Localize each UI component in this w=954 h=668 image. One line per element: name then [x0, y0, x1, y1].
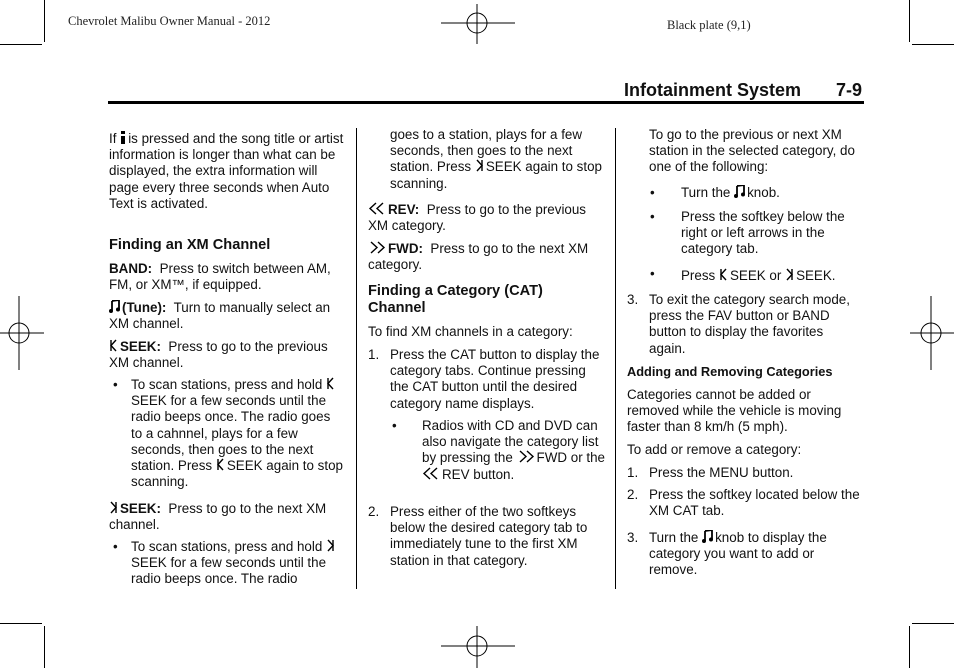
bullet-softkey: Press the softkey below the right or left arrows in the category tab. [681, 209, 845, 257]
crop-mark [44, 0, 45, 42]
rewind-icon [422, 467, 440, 480]
fwd-paragraph: FWD: Press to go to the next XM category. [368, 241, 589, 273]
registration-mark-left [0, 296, 44, 370]
seek-back-icon [719, 268, 728, 281]
step-number: 1. [368, 347, 380, 362]
header-rule [108, 101, 864, 104]
scan-forward-bullet: To scan stations, press and hold SEEK for a few seconds until the radio beeps once. The radio [131, 539, 345, 588]
info-icon [120, 131, 126, 144]
fast-forward-icon [368, 241, 386, 254]
crop-mark [0, 623, 42, 624]
seek-back-icon [109, 339, 118, 352]
seek-forward-paragraph: SEEK: Press to go to the next XM channel. [109, 501, 327, 533]
plate-label: Black plate (9,1) [667, 18, 751, 32]
add-step-1: Press the MENU button. [649, 465, 794, 480]
seek-back-paragraph: SEEK: Press to go to the previous XM channel. [109, 339, 328, 371]
crop-mark [44, 626, 45, 668]
next-station-intro: To go to the previous or next XM station in the selected category, do one of the following: [649, 127, 855, 175]
step-number: 3. [627, 292, 639, 307]
rewind-icon [368, 202, 386, 215]
column-divider [356, 128, 357, 589]
band-paragraph: BAND: Press to switch between AM, FM, or XM™, if equipped. [109, 261, 331, 293]
column-divider [615, 128, 616, 589]
bullet-marker: • [113, 377, 118, 392]
step-number: 3. [627, 530, 639, 545]
seek-forward-icon [475, 159, 484, 172]
info-paragraph: If is pressed and the song title or artist information is longer than what can be displayed, the extra information will page every three seconds when Auto Text is activated. [109, 131, 344, 211]
bullet-marker: • [113, 539, 118, 554]
page-number: 7-9 [836, 80, 863, 100]
add-step-3: Turn the knob to display the category you want to add or remove. [649, 530, 827, 578]
crop-mark [912, 44, 954, 45]
registration-mark-right [910, 296, 954, 370]
rev-paragraph: REV: Press to go to the previous XM category. [368, 202, 587, 234]
step-1: Press the CAT button to display the category tabs. Continue pressing the CAT button until the desired category name displays. [390, 347, 600, 411]
to-add-intro: To add or remove a category: [627, 442, 802, 457]
step-3: To exit the category search mode, press the FAV button or BAND button to display the favorites again. [649, 292, 850, 356]
sub-bullet-radios: Radios with CD and DVD can also navigate the category list by pressing the FWD or the REV button. [422, 418, 605, 482]
heading-finding-category: Finding a Category (CAT) Channel [368, 283, 543, 316]
bullet-marker: • [392, 418, 397, 433]
crop-mark [912, 623, 954, 624]
music-note-icon [702, 530, 713, 543]
heading-finding-xm: Finding an XM Channel [109, 237, 271, 253]
seek-back-icon [216, 458, 225, 471]
section-title: Infotainment System [624, 80, 802, 100]
heading-adding-removing: Adding and Removing Categories [627, 364, 833, 379]
crop-mark [909, 626, 910, 668]
registration-mark-top [441, 4, 515, 44]
crop-mark [0, 44, 42, 45]
step-number: 1. [627, 465, 639, 480]
registration-mark-bottom [441, 626, 515, 668]
category-intro: To find XM channels in a category: [368, 324, 573, 339]
bullet-press-seek: Press SEEK or SEEK. [681, 268, 836, 283]
scan-forward-continued: goes to a station, plays for a few seconds, then goes to the next station. Press SEEK again to stop scanning. [390, 127, 602, 191]
scan-back-bullet: To scan stations, press and hold SEEK for a few seconds until the radio beeps once. The radio goes to a cahnnel, plays for a few seconds, then goes to the next station. Press SEEK again to stop scanning. [131, 377, 343, 490]
music-note-icon [109, 300, 120, 313]
bullet-marker: • [650, 209, 655, 224]
seek-forward-icon [109, 501, 118, 514]
fast-forward-icon [517, 450, 535, 463]
seek-forward-icon [785, 268, 794, 281]
bullet-turn-knob: Turn the knob. [681, 185, 780, 200]
step-number: 2. [368, 504, 380, 519]
bullet-marker: • [650, 266, 655, 281]
crop-mark [909, 0, 910, 42]
tune-paragraph: (Tune): Turn to manually select an XM channel. [109, 300, 331, 332]
seek-forward-icon [326, 539, 335, 552]
seek-back-icon [326, 377, 335, 390]
categories-cannot-paragraph: Categories cannot be added or removed while the vehicle is moving faster than 8 km/h (5 mph). [627, 387, 842, 435]
manual-title: Chevrolet Malibu Owner Manual - 2012 [68, 14, 271, 28]
step-2: Press either of the two softkeys below the desired category tab to immediately tune to the first XM station in that category. [390, 504, 588, 568]
music-note-icon [734, 185, 745, 198]
add-step-2: Press the softkey located below the XM CAT tab. [649, 487, 860, 519]
bullet-marker: • [650, 185, 655, 200]
step-number: 2. [627, 487, 639, 502]
